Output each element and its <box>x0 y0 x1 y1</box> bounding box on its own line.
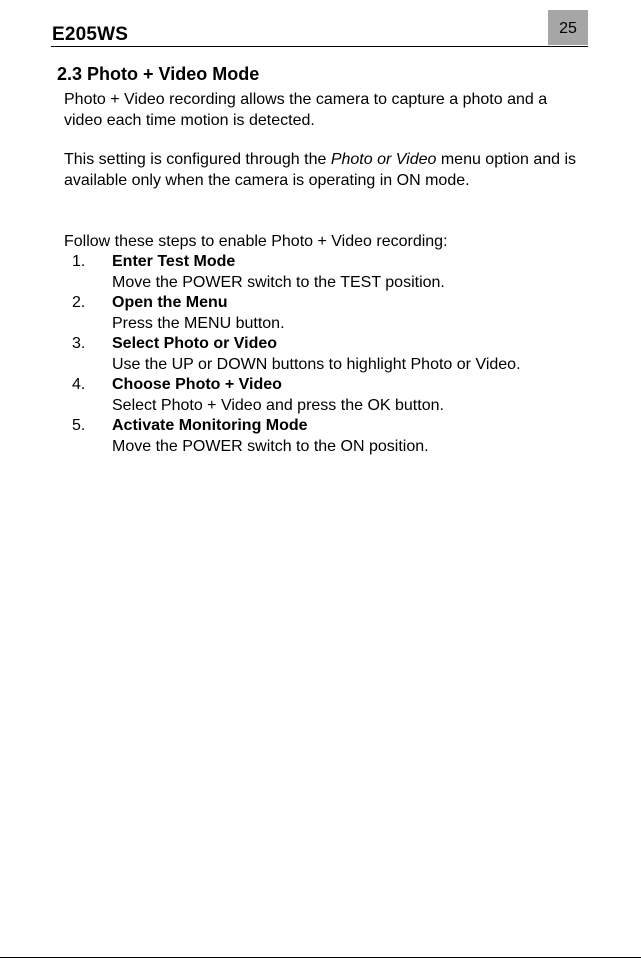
step-item <box>64 293 584 334</box>
page-number: 25 <box>548 10 588 45</box>
step-number: 3. <box>72 335 86 352</box>
model-name: E205WS <box>52 24 129 45</box>
step-item <box>64 252 584 293</box>
step-number: 1. <box>72 253 86 270</box>
step-title: Enter Test Mode <box>112 253 236 270</box>
step-description: Select Photo + Video and press the OK button. <box>112 396 444 414</box>
step-description: Press the MENU button. <box>112 314 285 332</box>
step-number: 5. <box>72 417 86 434</box>
step-number: 4. <box>72 376 86 393</box>
footer-rule <box>0 957 641 958</box>
page-header <box>51 10 588 47</box>
step-item <box>64 334 584 375</box>
config-paragraph <box>64 150 584 191</box>
steps-intro: Follow these steps to enable Photo + Video recording: <box>64 233 448 250</box>
step-item <box>64 416 584 457</box>
intro-paragraph: Photo + Video recording allows the camera to capture a photo and a video each time motion is detected. <box>64 91 548 129</box>
step-description: Use the UP or DOWN buttons to highlight Photo or Video. <box>112 355 521 373</box>
step-title: Open the Menu <box>112 294 228 311</box>
steps-list <box>64 252 584 457</box>
step-description: Move the POWER switch to the ON position. <box>112 437 429 455</box>
section-title: 2.3 Photo + Video Mode <box>57 64 260 84</box>
step-title: Choose Photo + Video <box>112 376 282 393</box>
menu-option-name: Photo or Video <box>330 151 437 168</box>
config-text-before: This setting is configured through the <box>64 151 331 168</box>
step-description: Move the POWER switch to the TEST position. <box>112 273 445 291</box>
step-title: Select Photo or Video <box>112 335 278 352</box>
config-text-after: menu option and is available only when the camera is operating in ON mode. <box>64 151 577 189</box>
step-item <box>64 375 584 416</box>
step-number: 2. <box>72 294 86 311</box>
step-title: Activate Monitoring Mode <box>112 417 308 434</box>
